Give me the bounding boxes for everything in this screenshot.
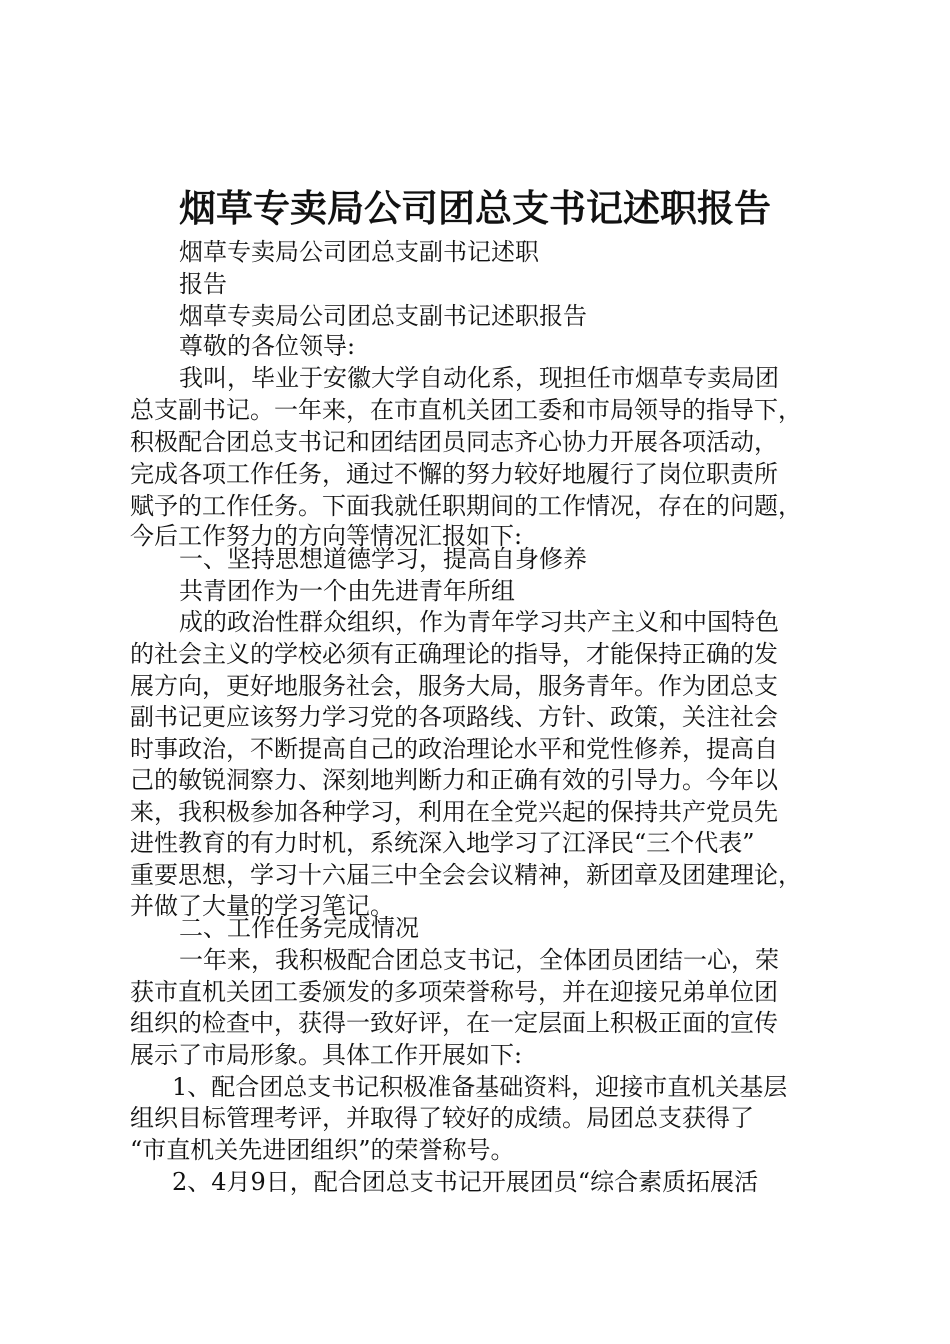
text-line: 总支副书记。一年来，在市直机关团工委和市局领导的指导下，: [130, 396, 802, 424]
section-heading: 一、坚持思想道德学习，提高自身修养: [179, 545, 587, 573]
text-line: 副书记更应该努力学习党的各项路线、方针、政策，关注社会: [130, 703, 778, 731]
text-line: 的社会主义的学校必须有正确理论的指导，才能保持正确的发: [130, 640, 778, 668]
text-line: 烟草专卖局公司团总支副书记述职: [179, 238, 539, 266]
text-line: 来，我积极参加各种学习，利用在全党兴起的保持共产党员先: [130, 798, 778, 826]
text-line: 烟草专卖局公司团总支副书记述职报告: [179, 302, 587, 330]
text-line: 我叫，毕业于安徽大学自动化系，现担任市烟草专卖局团: [179, 364, 779, 392]
text-line: 成的政治性群众组织，作为青年学习共产主义和中国特色: [179, 608, 779, 636]
text-line: 己的敏锐洞察力、深刻地判断力和正确有效的引导力。今年以: [130, 766, 778, 794]
text-line: 并做了大量的学习笔记。: [130, 892, 394, 920]
text-line: 时事政治，不断提高自己的政治理论水平和党性修养，提高自: [130, 735, 778, 763]
text-line: 展方向，更好地服务社会，服务大局，服务青年。作为团总支: [130, 672, 778, 700]
text-line: 展示了市局形象。具体工作开展如下:: [130, 1041, 523, 1069]
text-line: 积极配合团总支书记和团结团员同志齐心协力开展各项活动，: [130, 428, 778, 456]
document-title: 烟草专卖局公司团总支书记述职报告: [179, 186, 771, 230]
text-line: 今后工作努力的方向等情况汇报如下:: [130, 522, 523, 550]
text-line: 赋予的工作任务。下面我就任职期间的工作情况，存在的问题，: [130, 492, 802, 520]
text-line: 进性教育的有力时机，系统深入地学习了江泽民“三个代表”: [130, 829, 755, 857]
text-line: 一年来，我积极配合团总支书记，全体团员团结一心，荣: [179, 946, 779, 974]
text-line: 组织的检查中，获得一致好评，在一定层面上积极正面的宣传: [130, 1009, 778, 1037]
text-line: “市直机关先进团组织”的荣誉称号。: [130, 1136, 515, 1164]
list-item: 2、4月9日，配合团总支书记开展团员“综合素质拓展活: [172, 1168, 759, 1196]
text-line: 获市直机关团工委颁发的多项荣誉称号，并在迎接兄弟单位团: [130, 978, 778, 1006]
text-line: 尊敬的各位领导:: [179, 332, 356, 360]
text-line: 完成各项工作任务，通过不懈的努力较好地履行了岗位职责所: [130, 460, 778, 488]
section-heading: 二、工作任务完成情况: [179, 914, 419, 942]
text-line: 共青团作为一个由先进青年所组: [179, 577, 515, 605]
list-item: 1、配合团总支书记积极准备基础资料，迎接市直机关基层: [172, 1073, 788, 1101]
text-line: 报告: [179, 270, 227, 298]
text-line: 组织目标管理考评，并取得了较好的成绩。局团总支获得了: [130, 1104, 754, 1132]
text-line: 重要思想，学习十六届三中全会会议精神，新团章及团建理论，: [130, 861, 802, 889]
